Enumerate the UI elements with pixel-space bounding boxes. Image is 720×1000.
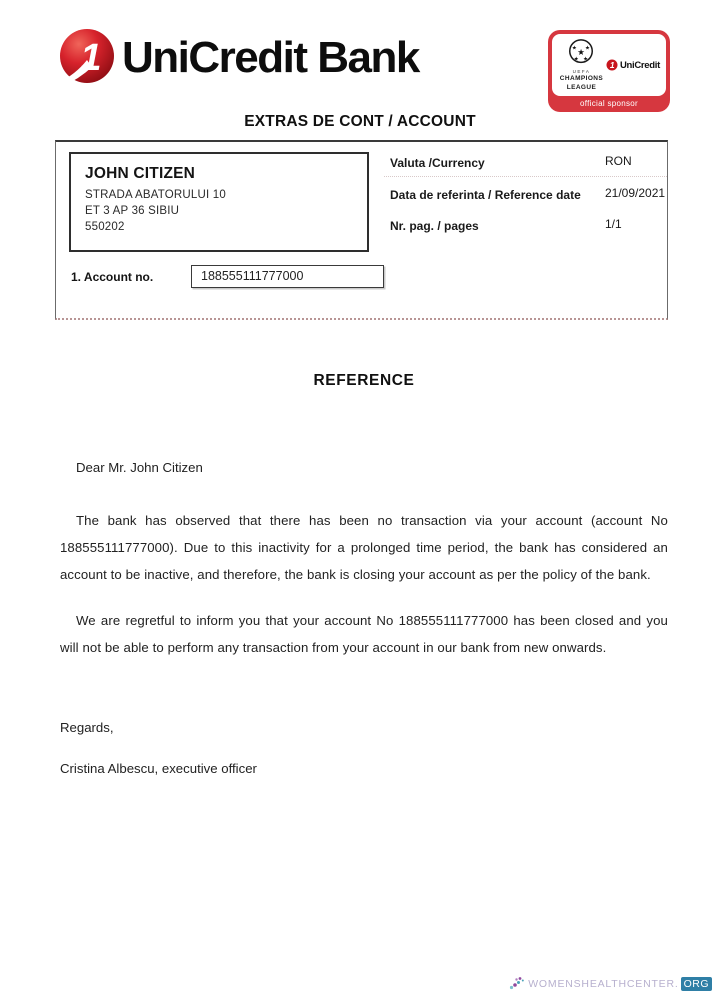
address-line-1: STRADA ABATORULUI 10 (85, 189, 226, 201)
watermark-dots-icon (509, 976, 526, 991)
watermark-org-badge: ORG (681, 977, 712, 991)
pages-field-row (384, 208, 667, 239)
account-holder-name: JOHN CITIZEN (85, 165, 196, 182)
svg-text:★: ★ (574, 56, 580, 63)
unicredit-logo-icon (54, 26, 118, 90)
reference-date-field-row (384, 177, 667, 208)
mini-unicredit-brand (606, 59, 661, 71)
uefa-label: UEFA (572, 69, 591, 75)
sponsor-badge-inner (552, 34, 666, 96)
address-line-3: 550202 (85, 221, 125, 233)
svg-text:1: 1 (609, 60, 615, 71)
account-info-box (55, 140, 668, 320)
currency-label: Valuta /Currency (390, 156, 485, 170)
brand-name: UniCredit Bank (122, 33, 419, 82)
unicredit-brand (54, 26, 419, 90)
mini-unicredit-logo-icon (606, 59, 618, 71)
address-line-2: ET 3 AP 36 SIBIU (85, 205, 180, 217)
svg-text:★: ★ (585, 45, 591, 52)
reference-date-label: Data de referinta / Reference date (390, 188, 581, 202)
champions-league-block (557, 38, 606, 92)
reference-date-value: 21/09/2021 (605, 186, 666, 200)
svg-text:★: ★ (577, 46, 586, 57)
account-holder-address-box (69, 152, 369, 252)
currency-value: RON (605, 154, 632, 168)
letter-heading: REFERENCE (313, 372, 415, 389)
watermark-text: WOMENSHEALTHCENTER. (528, 977, 679, 990)
reference-letter (60, 372, 668, 776)
league-label: LEAGUE (566, 83, 597, 91)
letter-closing: Regards, (60, 719, 114, 735)
letter-paragraph-1: The bank has observed that there has been no transaction via your account (account No 188555111777000). Due to this inactivity for a prolonged time period, the bank has considered an account to be inactive, and therefore, the bank is closing your account as per the policy of the bank. (60, 513, 668, 582)
official-sponsor-caption: official sponsor (579, 99, 638, 108)
letter-salutation: Dear Mr. John Citizen (76, 460, 203, 475)
svg-text:★: ★ (572, 45, 578, 52)
watermark (509, 976, 712, 991)
letter-signature: Cristina Albescu, executive officer (60, 760, 257, 776)
statement-fields (384, 142, 667, 239)
document-title: EXTRAS DE CONT / ACCOUNT (244, 113, 476, 130)
letter-paragraph-2: We are regretful to inform you that your account No 188555111777000 has been closed and you will not be able to perform any transaction from your account in our bank from new onwards. (60, 613, 668, 656)
account-number-row (71, 265, 384, 288)
starball-icon (565, 38, 597, 68)
champions-label: CHAMPIONS (559, 75, 604, 83)
account-number-value: 188555111777000 (191, 265, 384, 288)
champions-league-sponsor-badge (548, 30, 670, 112)
currency-field-row (384, 142, 667, 177)
header (54, 26, 670, 112)
mini-brand-name: UniCredit (619, 59, 660, 71)
pages-value: 1/1 (605, 217, 622, 231)
account-number-label: 1. Account no. (71, 269, 154, 284)
svg-text:1: 1 (80, 37, 102, 79)
pages-label: Nr. pag. / pages (390, 219, 479, 233)
svg-text:★: ★ (583, 56, 589, 63)
